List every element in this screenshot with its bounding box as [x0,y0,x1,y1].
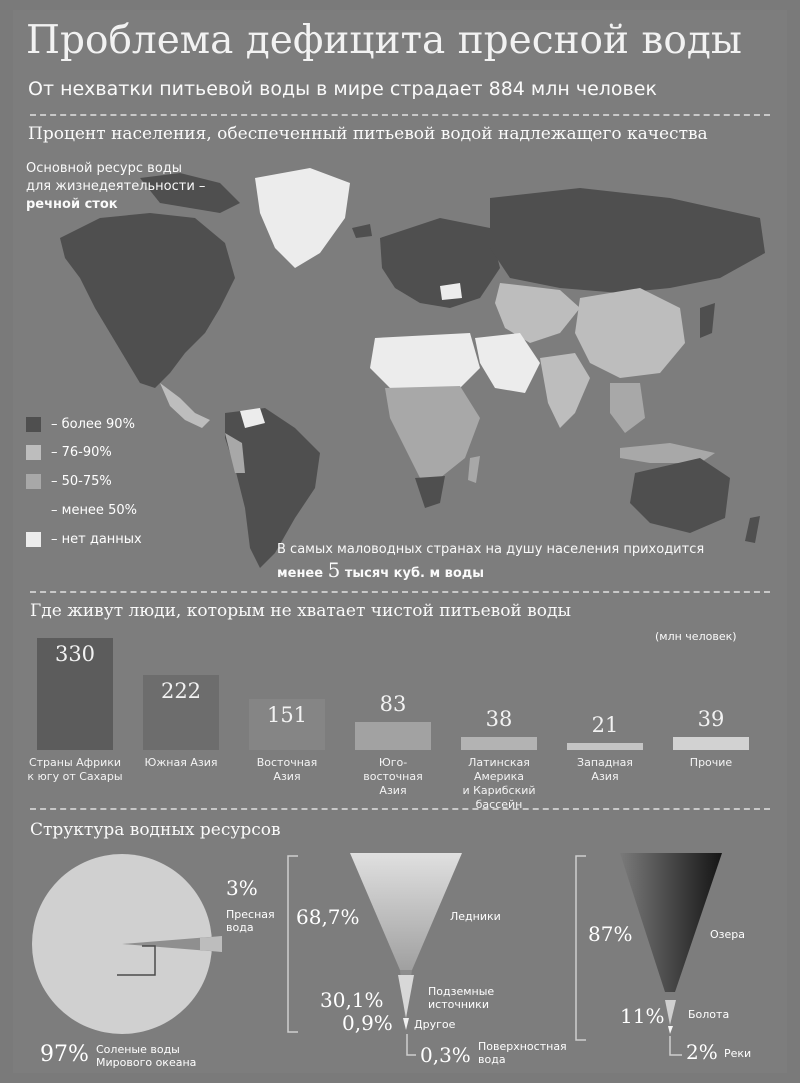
map-japan [700,303,715,338]
surface-label [478,1040,567,1066]
bracket-surface [576,856,586,1040]
groundwater-pct: 30,1% [320,988,384,1012]
map-new-zealand [745,516,760,543]
cone-swamps [665,1000,676,1025]
map-belarus [440,283,462,300]
swamps-label: Болота [688,1008,730,1021]
bar [461,737,537,750]
salt-label [96,1043,196,1069]
swamps-pct: 11% [620,1004,665,1028]
bar [673,737,749,750]
legend-label: – нет данных [51,532,142,547]
cone-rivers [668,1026,673,1034]
bar-category-line: Латинская Америка [468,756,530,783]
bar-category-label [447,756,551,812]
bar-category-label [129,756,233,770]
lakes-label: Озера [710,928,745,941]
legend-item-50-75 [26,474,112,489]
map-central-america [160,383,210,428]
rivers-leader-line [670,1036,682,1055]
map-north-africa [370,333,480,388]
groundwater-label-l1: Подземные [428,985,495,998]
map-note-line1: Основной ресурс воды [26,161,183,176]
bar-category-line: Азия [379,784,407,797]
legend-swatch [26,445,41,460]
rivers-label: Реки [724,1047,752,1060]
map-russia [490,188,765,293]
bar-category-line: Азия [273,770,301,783]
cone-glaciers [350,853,462,970]
legend-item-76-90 [26,445,112,460]
map-iceland [352,224,372,238]
bar-unit-label: (млн человек) [655,630,737,643]
cone-lakes [620,853,722,992]
map-note [26,160,205,214]
bar-value-label: 83 [379,691,407,716]
legend-swatch [26,474,41,489]
map-australia [630,458,730,533]
surface-leader-line [407,1034,416,1055]
bar-category-label [235,756,339,784]
legend-swatch [26,532,41,547]
legend-label: – менее 50% [51,503,137,518]
bar-category-line: восточная [363,770,423,783]
map-central-asia [495,283,580,343]
map-bottom-note-line2 [277,560,704,584]
fresh-label-l2: вода [226,921,254,934]
surface-label-l1: Поверхностная [478,1040,567,1053]
divider [30,808,770,810]
bar-category-label [341,756,445,798]
bar-category-line: и Карибский [462,784,536,797]
bar-category-line: Южная Азия [144,756,218,769]
bar-category-line: Прочие [689,756,733,769]
map-note-line2: для жизнедеятельности – [26,179,206,194]
salt-pct: 97% [40,1042,89,1067]
bar-category-label [553,756,657,784]
bar-category-line: Западная [577,756,633,769]
bar-category-label [23,756,127,784]
groundwater-label-l2: источники [428,998,489,1011]
map-sub-sahara [385,386,480,478]
groundwater-label [428,985,494,1011]
other-pct: 0,9% [342,1011,393,1035]
cone-groundwater [398,975,414,1018]
bar-value-label: 21 [591,712,619,737]
surface-label-l2: вода [478,1053,506,1066]
fresh-label [226,908,275,934]
map-section-title: Процент населения, обеспеченный питьевой водой надлежащего качества [28,124,708,144]
glaciers-label: Ледники [450,910,501,923]
lakes-pct: 87% [588,922,633,946]
bar-category-line: Страны Африки [28,756,122,769]
legend-label: – более 90% [51,417,135,432]
bar-section-title: Где живут люди, которым не хватает чистой питьевой воды [30,601,571,621]
map-madagascar [468,456,480,483]
legend-label: – 76-90% [51,445,112,460]
bar-value-label: 39 [697,706,725,731]
map-bottom-note [277,540,704,584]
glaciers-pct: 68,7% [296,905,360,929]
map-greenland [255,168,350,268]
bar-value-label: 330 [54,642,96,666]
legend-item-no-data [26,532,142,547]
bar-value-label: 38 [485,707,513,732]
cone-other [403,1018,409,1030]
bar-category-line: бассейн [475,798,523,811]
bar [567,743,643,750]
bottom-note-number: 5 [327,558,341,582]
surface-pct: 0,3% [420,1043,471,1067]
bar-category-line: Восточная [256,756,318,769]
bar-category-line: Азия [591,770,619,783]
bar-category-line: к югу от Сахары [27,770,123,783]
map-china [575,288,685,378]
rivers-pct: 2% [686,1040,718,1064]
bottom-note-prefix: менее [277,566,324,581]
legend-swatch [26,503,41,518]
bar [355,722,431,750]
page-title: Проблема дефицита пресной воды [26,18,742,63]
bracket-fresh [288,856,298,1032]
legend-swatch [26,417,41,432]
salt-label-l1: Соленые воды [96,1043,180,1056]
divider [30,591,770,593]
salt-label-l2: Мирового океана [96,1056,197,1069]
bar-category-line: Юго- [378,756,408,769]
bar-value-label: 151 [266,702,308,727]
map-north-america [60,213,235,388]
map-south-africa [415,476,445,508]
map-bottom-note-line1: В самых маловодных странах на душу населения приходится [277,542,705,557]
divider [30,114,770,116]
legend-item-over-90 [26,417,135,432]
bottom-note-suffix: тысяч куб. м воды [344,566,485,581]
structure-section-title: Структура водных ресурсов [30,820,281,840]
map-note-bold: речной сток [26,197,118,212]
fresh-pct: 3% [226,876,258,900]
other-label: Другое [414,1018,456,1031]
bar-value-label: 222 [160,678,202,703]
legend-item-under-50 [26,503,137,518]
fresh-slice-tip [200,936,222,952]
bar-category-label [659,756,763,770]
map-se-asia [610,383,645,433]
map-europe [380,218,500,308]
map-india [540,353,590,428]
legend-label: – 50-75% [51,474,112,489]
fresh-label-l1: Пресная [226,908,275,921]
page-subtitle: От нехватки питьевой воды в мире страдает 884 млн человек [28,78,657,100]
